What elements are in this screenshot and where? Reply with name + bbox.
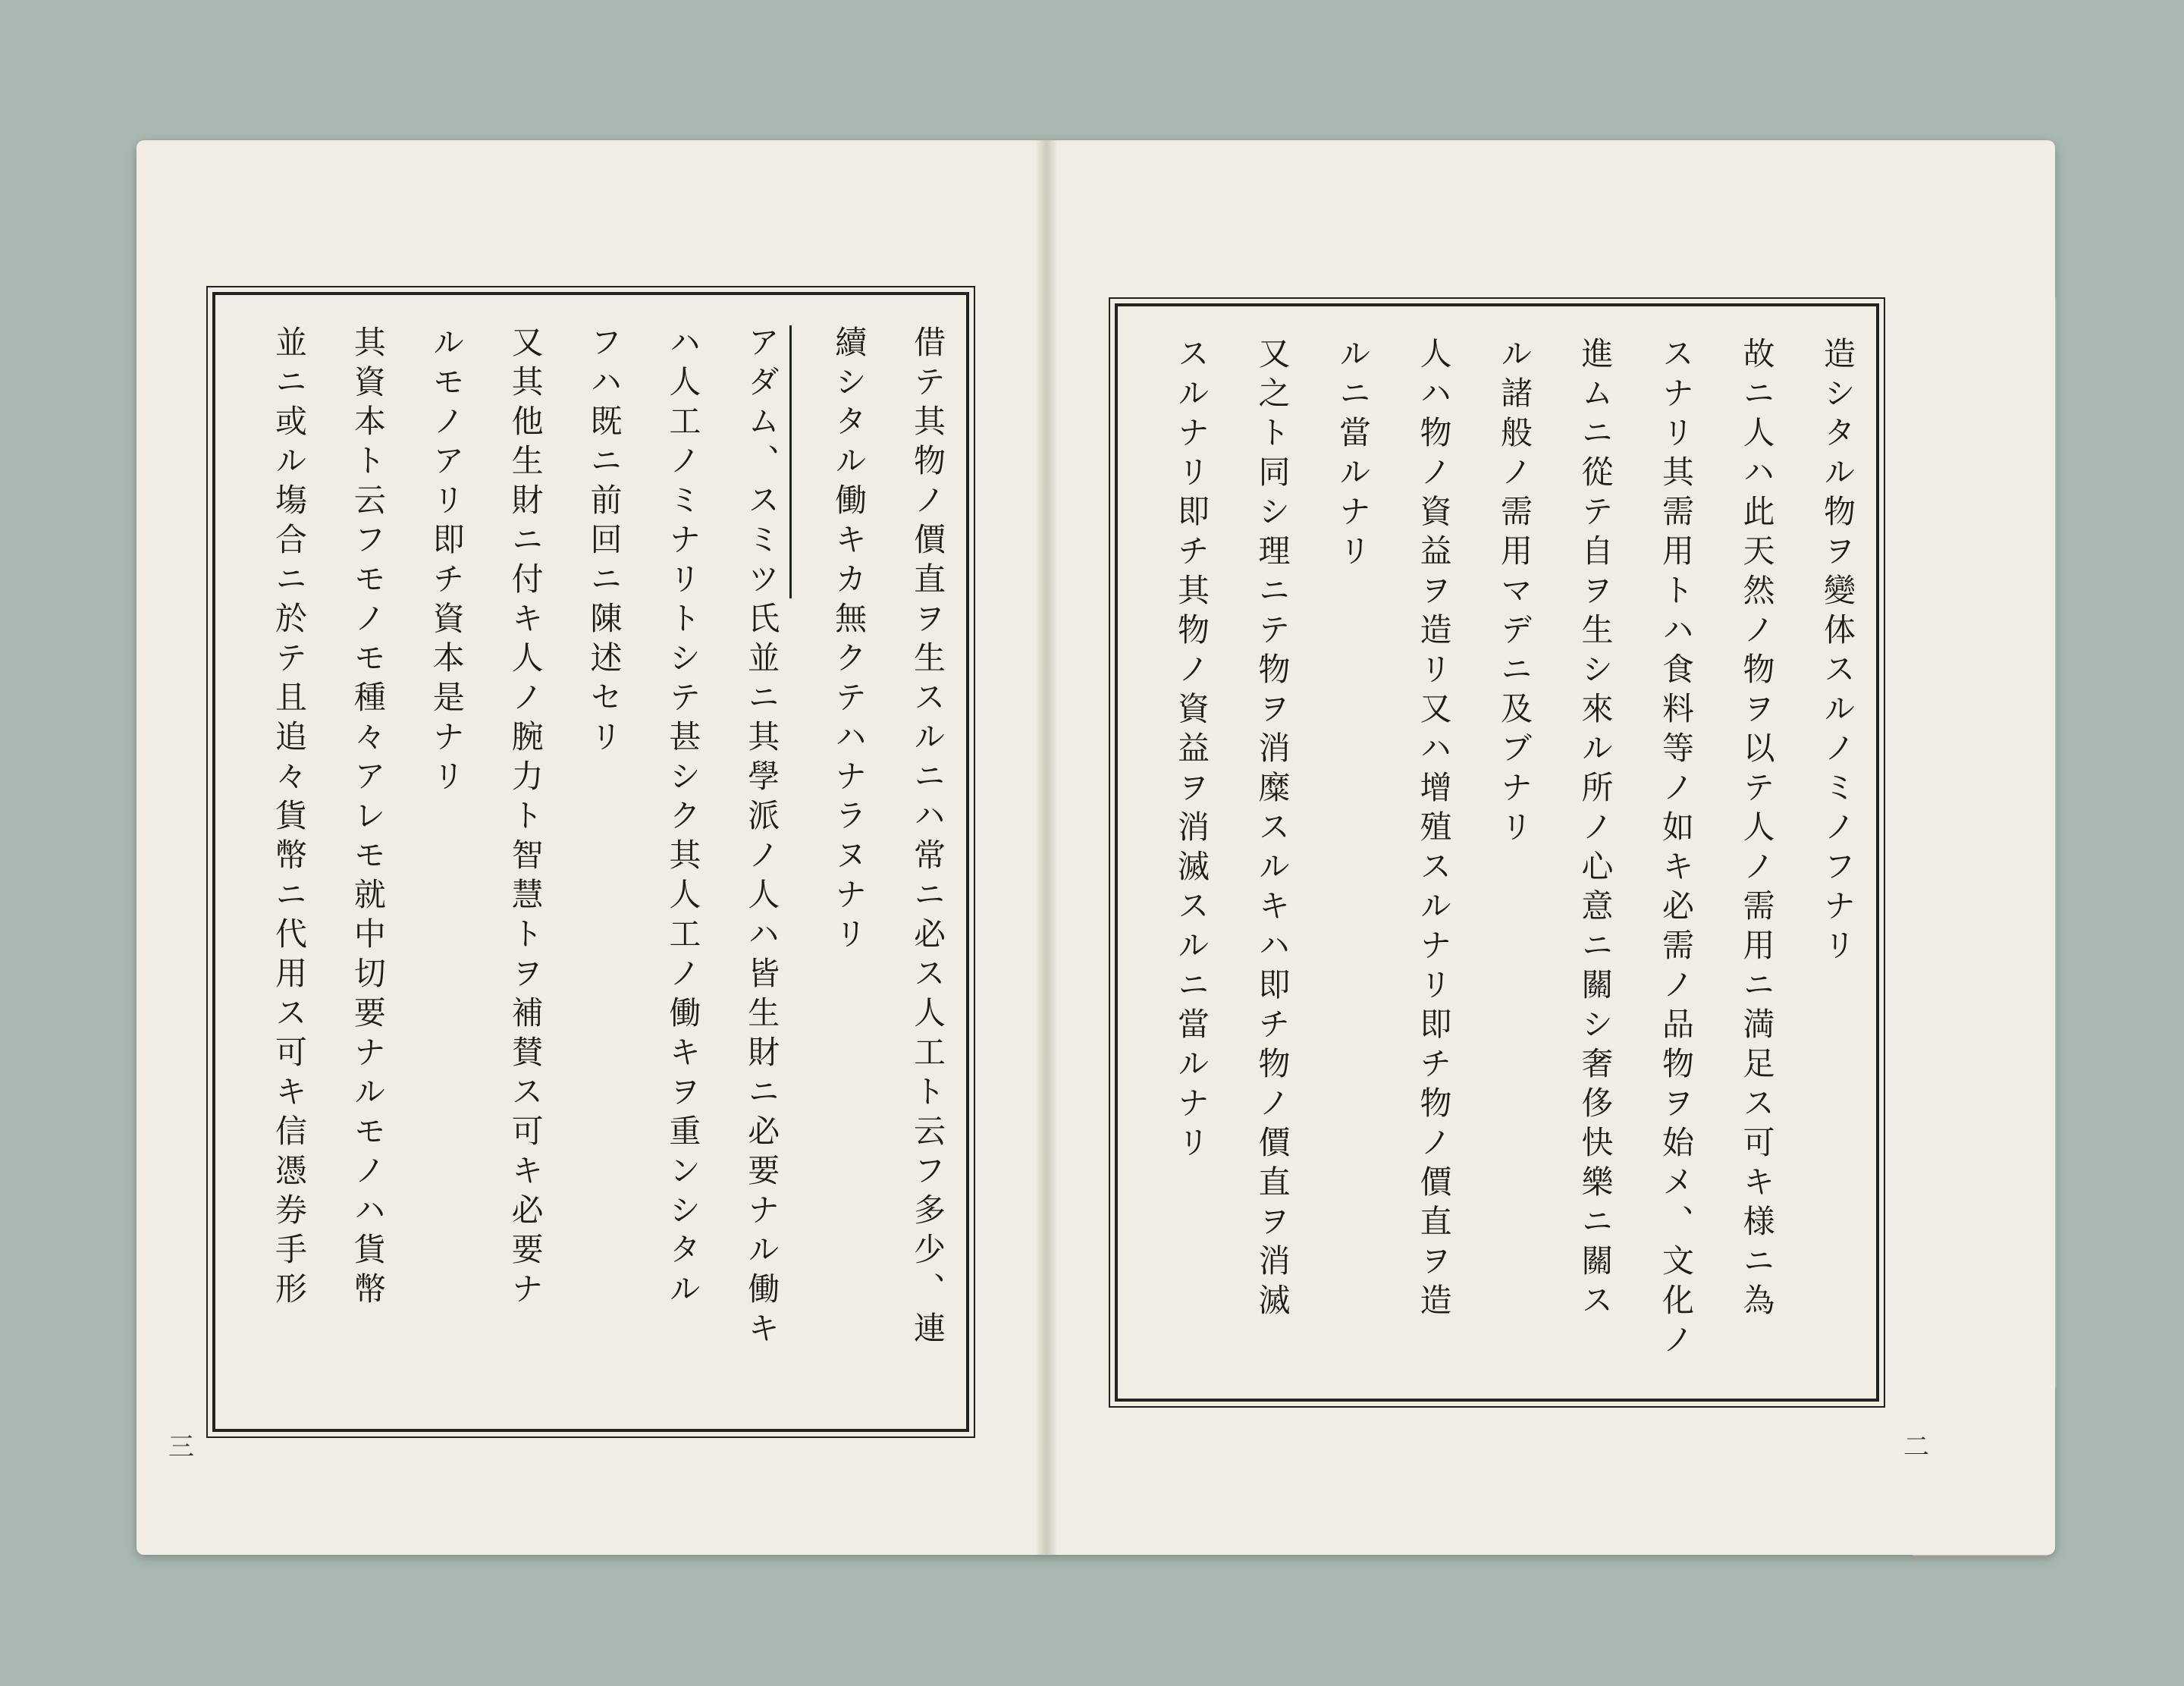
left-page	[136, 140, 1046, 1555]
left-column-7: ルモノアリ即チ資本是ナリ	[428, 325, 466, 799]
right-column-9: スルナリ即チ其物ノ資益ヲ消滅スルニ當ルナリ	[1173, 337, 1210, 1165]
right-column-6: 人ハ物ノ資益ヲ造リ又ハ增殖スルナリ即チ物ノ價直ヲ造	[1415, 337, 1453, 1323]
right-text-columns	[1141, 337, 1856, 1376]
right-page-frame	[1115, 303, 1879, 1402]
right-column-4: 進ムニ從テ自ヲ生シ來ル所ノ心意ニ關シ奢侈快樂ニ關ス	[1577, 337, 1614, 1323]
open-book	[136, 140, 2055, 1555]
right-page	[1046, 140, 2055, 1555]
left-page-frame	[212, 292, 969, 1432]
right-page-number: 二	[1903, 1432, 1929, 1462]
right-column-8: 又之ト同シ理ニテ物ヲ消糜スルキハ即チ物ノ價直ヲ消滅	[1254, 337, 1291, 1323]
right-column-2: 故ニ人ハ此天然ノ物ヲ以テ人ノ需用ニ満足ス可キ様ニ為	[1738, 337, 1776, 1323]
left-column-1: 借テ其物ノ價直ヲ生スルニハ常ニ必ス人工ト云フ多少、連	[909, 325, 946, 1351]
left-column-8: 其資本ト云フモノモ種々アレモ就中切要ナルモノハ貨幣	[349, 325, 387, 1311]
right-column-5: ル諸般ノ需用マデニ及ブナリ	[1496, 337, 1533, 849]
left-column-5: フハ既ニ前回ニ陳述セリ	[585, 325, 623, 759]
right-column-1: 造シタル物ヲ變体スルノミノフナリ	[1819, 337, 1856, 968]
left-column-6: 又其他生財ニ付キ人ノ腕力ト智慧トヲ補賛ス可キ必要ナ	[507, 325, 544, 1311]
left-column-3: アダム、スミツ氏並ニ其學派ノ人ハ皆生財ニ必要ナル働キ	[743, 325, 781, 1351]
book-gutter	[1035, 140, 1058, 1555]
left-page-number: 三	[168, 1432, 194, 1462]
left-column-9: 並ニ或ル塲合ニ於テ且追々貨幣ニ代用ス可キ信憑券手形	[271, 325, 308, 1311]
left-column-4: ハ人工ノミナリトシテ甚シク其人工ノ働キヲ重ンシタル	[664, 325, 702, 1311]
right-column-3: スナリ其需用トハ食料等ノ如キ必需ノ品物ヲ始メ、文化ノ	[1658, 337, 1695, 1362]
left-text-columns	[238, 325, 946, 1406]
right-column-7: ルニ當ルナリ	[1335, 337, 1372, 573]
left-column-2: 續シタル働キカ無クテハナラヌナリ	[789, 325, 864, 598]
